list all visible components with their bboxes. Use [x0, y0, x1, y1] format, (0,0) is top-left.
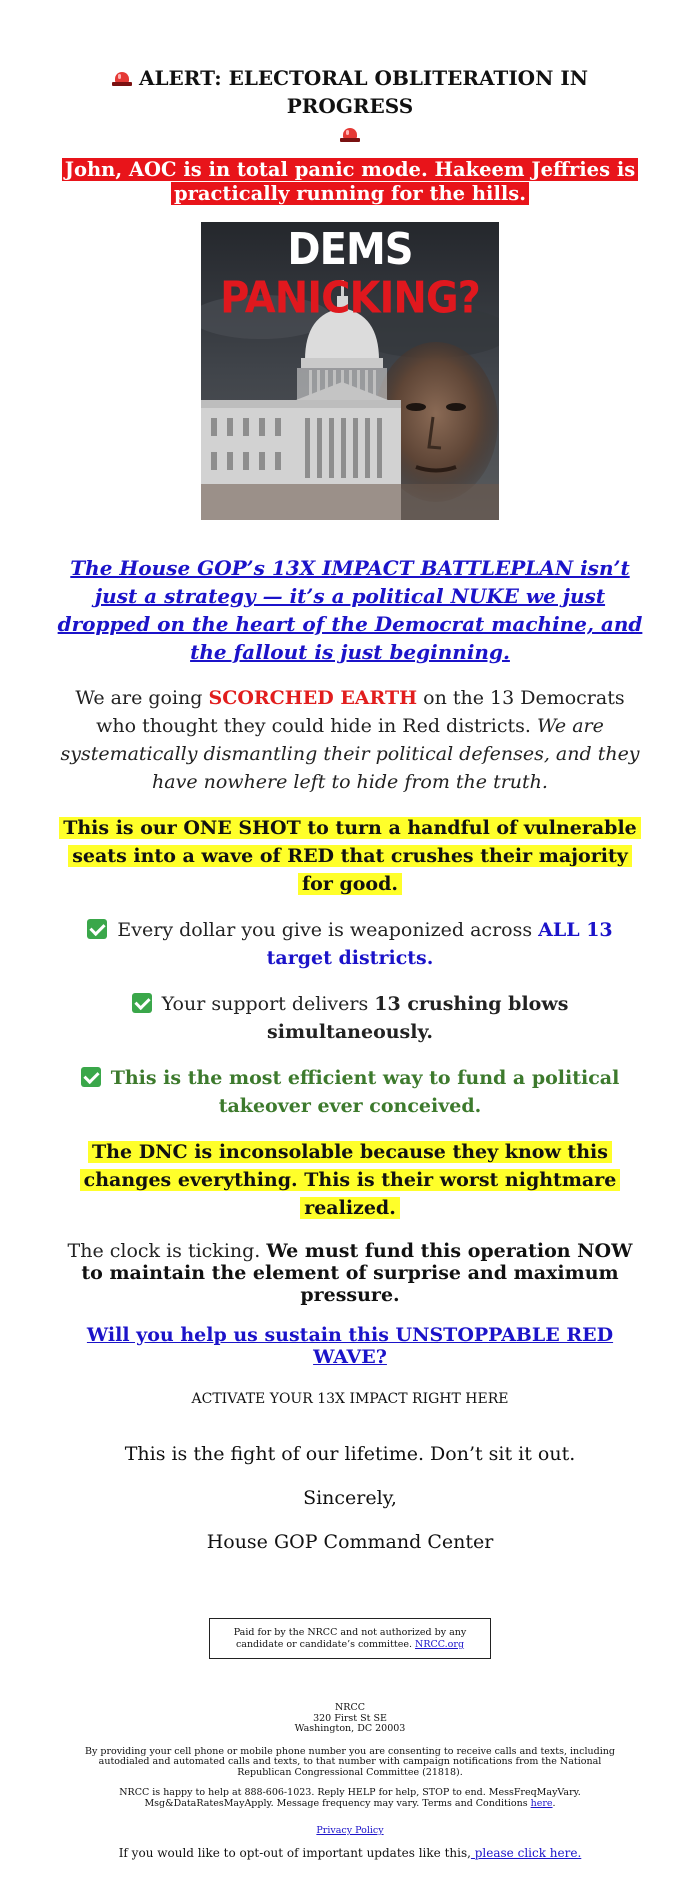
police-siren-icon [112, 72, 132, 86]
alert-title-text: ALERT: ELECTORAL OBLITERATION IN PROGRESS [138, 66, 588, 118]
privacy-row [55, 1825, 645, 1837]
scorched-italic: We are systematically dismantling their political defenses, and they have nowhere left to hide from the truth. [60, 715, 640, 793]
check-mark-icon [87, 919, 107, 939]
nrcc-org-link[interactable]: NRCC.org [415, 1639, 465, 1650]
sms-help-body: NRCC is happy to help at 888-606-1023. Reply HELP for help, STOP to end. MessFreqMayVary. Msg&DataRatesMayApply. Message frequency may vary. Terms and Conditions [119, 1787, 581, 1809]
sms-help-end: . [552, 1797, 556, 1809]
hero-image[interactable] [201, 222, 499, 520]
panic-line-text: John, AOC is in total panic mode. Hakeem Jeffries is practically running for the hills. [62, 158, 638, 205]
sms-help-text [110, 1788, 590, 1809]
bullet-2-text: Your support delivers [161, 993, 375, 1015]
signature: House GOP Command Center [206, 1531, 494, 1553]
alert-title [55, 64, 645, 148]
address-street: 320 First St SE [313, 1712, 387, 1724]
bullet-3-emphasis: This is the most efficient way to fund a political takeover ever conceived. [110, 1067, 620, 1117]
one-shot-paragraph [55, 814, 645, 898]
privacy-policy-link[interactable]: Privacy Policy [316, 1825, 384, 1836]
opt-out-text: If you would like to opt-out of important updates like this, [118, 1846, 471, 1860]
bullet-every-dollar [55, 916, 645, 972]
terms-here-link[interactable]: here [530, 1797, 553, 1809]
hero-word-dems: DEMS [287, 224, 413, 276]
battleplan-link[interactable]: The House GOP’s 13X IMPACT BATTLEPLAN isn’t just a strategy — it’s a political NUKE we just dropped on the heart of the Democrat machine, and the fallout is just beginning. [57, 556, 643, 664]
dnc-paragraph [55, 1138, 645, 1222]
help-paragraph [55, 1324, 645, 1368]
panic-line [55, 158, 645, 206]
check-mark-icon [132, 993, 152, 1013]
paid-for-disclaimer [209, 1618, 491, 1659]
email-body [55, 0, 645, 1861]
opt-out-link[interactable]: please click here. [470, 1846, 582, 1860]
bullet-2-emphasis: 13 crushing blows simultaneously. [267, 993, 569, 1043]
police-siren-icon [340, 128, 360, 142]
opt-out-line [55, 1845, 645, 1861]
clock-bold-text: We must fund this operation NOW to maintain the element of surprise and maximum pressure. [81, 1240, 633, 1306]
address-org: NRCC [334, 1702, 365, 1713]
activate-cta[interactable]: ACTIVATE YOUR 13X IMPACT RIGHT HERE [191, 1391, 509, 1407]
scorched-earth-paragraph [55, 684, 645, 796]
scorched-text-after: on the 13 Democrats who thought they could hide in Red districts. [96, 687, 625, 737]
dnc-text: The DNC is inconsolable because they know this changes everything. This is their worst nightmare realized. [80, 1141, 621, 1219]
fight-line: This is the fight of our lifetime. Don’t sit it out. [124, 1443, 576, 1465]
bullet-1-text: Every dollar you give is weaponized across [117, 919, 539, 941]
clock-plain-text: The clock is ticking. [67, 1240, 267, 1262]
address-city: Washington, DC 20003 [294, 1723, 406, 1734]
paid-for-text: Paid for by the NRCC and not authorized by any candidate or candidate’s committee. [233, 1627, 467, 1650]
scorched-earth-emphasis: SCORCHED EARTH [208, 687, 418, 709]
sms-consent-text: By providing your cell phone or mobile phone number you are consenting to receive calls and texts, including autodialed and automated calls and texts, to that number with campaign notifications from the National Republican Congressional Committee (21818). [85, 1745, 615, 1778]
clock-paragraph [55, 1240, 645, 1306]
bullet-efficient-way [55, 1064, 645, 1120]
sign-off: Sincerely, [303, 1487, 397, 1509]
mailing-address [55, 1703, 645, 1735]
battleplan-paragraph [55, 554, 645, 666]
hero-word-panicking: PANICKING? [220, 272, 480, 324]
scorched-text-before: We are going [75, 687, 209, 709]
bullet-crushing-blows [55, 990, 645, 1046]
help-red-wave-link[interactable]: Will you help us sustain this UNSTOPPABLE RED WAVE? [86, 1324, 614, 1368]
bullet-1-emphasis: ALL 13 target districts. [266, 919, 613, 969]
check-mark-icon [81, 1067, 101, 1087]
one-shot-text: This is our ONE SHOT to turn a handful of vulnerable seats into a wave of RED that crushes their majority for good. [59, 817, 641, 895]
hero-headline [201, 226, 499, 323]
